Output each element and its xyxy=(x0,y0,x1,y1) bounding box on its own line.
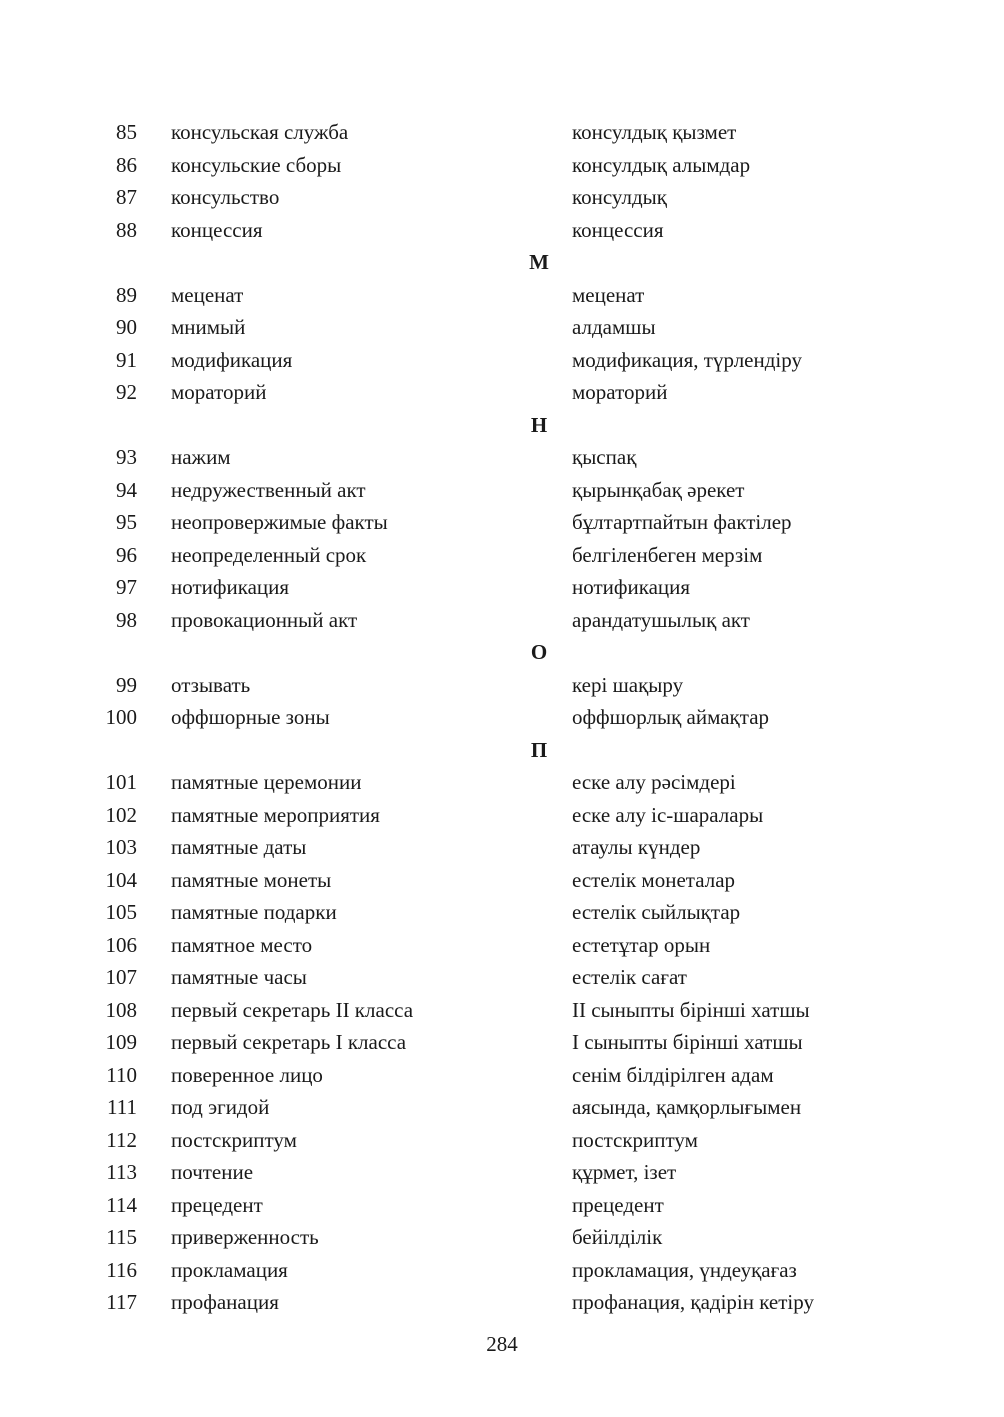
russian-term: первый секретарь II класса xyxy=(171,997,414,1022)
glossary-row xyxy=(0,116,1004,149)
glossary-row xyxy=(0,896,1004,929)
entry-number: 97 xyxy=(116,575,137,599)
glossary-row xyxy=(0,1156,1004,1189)
kazakh-term: естелік монеталар xyxy=(572,867,736,892)
section-letter: П xyxy=(530,737,548,762)
kazakh-term: II сыныпты бірінші хатшы xyxy=(572,997,810,1022)
entry-number: 98 xyxy=(116,607,137,632)
glossary-row xyxy=(0,214,1004,247)
kazakh-term: модификация, түрлендіру xyxy=(572,347,802,372)
kazakh-term: естелік сағат xyxy=(572,965,687,989)
russian-term: консульство xyxy=(171,185,280,209)
entry-number: 107 xyxy=(105,965,137,989)
kazakh-term: кері шақыру xyxy=(572,672,684,697)
glossary-row xyxy=(0,669,1004,702)
glossary-row xyxy=(0,441,1004,474)
page-number: 284 xyxy=(486,1332,518,1356)
russian-term: прокламация xyxy=(171,1257,288,1282)
glossary-row xyxy=(0,1286,1004,1319)
kazakh-term: оффшорлық аймақтар xyxy=(572,705,770,729)
glossary-row xyxy=(0,181,1004,214)
entry-number: 112 xyxy=(106,1127,137,1152)
russian-term: прецедент xyxy=(171,1192,263,1217)
glossary-row xyxy=(0,799,1004,832)
glossary-row xyxy=(0,571,1004,604)
kazakh-term: естетұтар орын xyxy=(572,932,711,957)
kazakh-term: постскриптум xyxy=(572,1127,698,1152)
russian-term: первый секретарь I класса xyxy=(171,1030,407,1054)
entry-number: 95 xyxy=(116,510,137,534)
kazakh-term: алдамшы xyxy=(572,315,656,339)
kazakh-term: сенім білдірілген адам xyxy=(572,1062,774,1087)
glossary-table xyxy=(0,116,1004,1319)
entry-number: 100 xyxy=(105,705,137,729)
glossary-row xyxy=(0,474,1004,507)
kazakh-term: қырынқабақ әрекет xyxy=(572,477,745,502)
russian-term: поверенное лицо xyxy=(171,1062,323,1087)
russian-term: памятные церемонии xyxy=(171,770,362,794)
glossary-row xyxy=(0,1221,1004,1254)
russian-term: памятное место xyxy=(171,932,313,957)
glossary-row xyxy=(0,1254,1004,1287)
russian-term: консульские сборы xyxy=(171,152,342,177)
russian-term: нотификация xyxy=(171,575,290,599)
glossary-row xyxy=(0,929,1004,962)
entry-number: 93 xyxy=(116,445,137,469)
russian-term: неопровержимые факты xyxy=(171,510,388,534)
kazakh-term: консулдық алымдар xyxy=(572,152,751,177)
russian-term: провокационный акт xyxy=(171,607,358,632)
kazakh-term: прецедент xyxy=(572,1192,664,1217)
russian-term: модификация xyxy=(171,347,293,372)
entry-number: 105 xyxy=(105,900,137,924)
kazakh-term: қыспақ xyxy=(572,445,637,469)
entry-number: 90 xyxy=(116,315,137,339)
entry-number: 87 xyxy=(116,185,137,209)
kazakh-term: консулдық xyxy=(572,185,667,209)
entry-number: 101 xyxy=(105,770,137,794)
russian-term: приверженность xyxy=(171,1225,319,1249)
russian-term: недружественный акт xyxy=(171,477,366,502)
glossary-row xyxy=(0,1124,1004,1157)
glossary-row xyxy=(0,506,1004,539)
entry-number: 92 xyxy=(116,380,137,404)
section-letter: Н xyxy=(530,412,548,437)
glossary-row xyxy=(0,766,1004,799)
entry-number: 85 xyxy=(116,120,137,144)
entry-number: 88 xyxy=(116,217,137,242)
russian-term: концессия xyxy=(171,217,263,242)
russian-term: постскриптум xyxy=(171,1127,297,1152)
entry-number: 111 xyxy=(107,1095,137,1119)
russian-term: памятные монеты xyxy=(171,867,332,892)
entry-number: 94 xyxy=(116,477,137,502)
entry-number: 117 xyxy=(106,1290,137,1314)
glossary-row xyxy=(0,279,1004,312)
entry-number: 99 xyxy=(116,672,137,697)
kazakh-term: консулдық қызмет xyxy=(572,120,737,144)
glossary-row xyxy=(0,701,1004,734)
glossary-row xyxy=(0,539,1004,572)
russian-term: памятные даты xyxy=(171,835,307,859)
kazakh-term: прокламация, үндеуқағаз xyxy=(572,1257,797,1282)
entry-number: 109 xyxy=(105,1030,137,1054)
russian-term: меценат xyxy=(171,282,244,307)
glossary-row xyxy=(0,831,1004,864)
kazakh-term: атаулы күндер xyxy=(572,835,701,859)
glossary-row xyxy=(0,994,1004,1027)
russian-term: профанация xyxy=(171,1290,279,1314)
kazakh-term: нотификация xyxy=(572,575,691,599)
russian-term: памятные мероприятия xyxy=(171,802,380,827)
kazakh-term: бұлтартпайтын фактілер xyxy=(572,510,792,534)
glossary-row xyxy=(0,149,1004,182)
entry-number: 86 xyxy=(116,152,137,177)
glossary-row xyxy=(0,311,1004,344)
section-letter: О xyxy=(530,640,548,664)
entry-number: 89 xyxy=(116,282,137,307)
kazakh-term: арандатушылық акт xyxy=(572,607,750,632)
kazakh-term: еске алу рәсімдері xyxy=(572,770,736,794)
entry-number: 103 xyxy=(105,835,137,859)
russian-term: неопределенный срок xyxy=(171,542,367,567)
russian-term: мнимый xyxy=(171,315,246,339)
russian-term: нажим xyxy=(171,445,231,469)
glossary-row xyxy=(0,1091,1004,1124)
glossary-row xyxy=(0,864,1004,897)
section-letter: М xyxy=(529,250,549,274)
glossary-row xyxy=(0,1189,1004,1222)
entry-number: 114 xyxy=(106,1192,137,1217)
glossary-row xyxy=(0,604,1004,637)
kazakh-term: I сыныпты бірінші хатшы xyxy=(572,1030,803,1054)
glossary-row xyxy=(0,1026,1004,1059)
kazakh-term: аясында, қамқорлығымен xyxy=(572,1095,802,1119)
russian-term: памятные подарки xyxy=(171,900,337,924)
russian-term: под эгидой xyxy=(171,1095,270,1119)
entry-number: 104 xyxy=(105,867,137,892)
entry-number: 96 xyxy=(116,542,137,567)
russian-term: почтение xyxy=(171,1160,254,1184)
entry-number: 115 xyxy=(106,1225,137,1249)
russian-term: консульская служба xyxy=(171,120,349,144)
glossary-row xyxy=(0,344,1004,377)
kazakh-term: құрмет, ізет xyxy=(572,1160,677,1184)
russian-term: отзывать xyxy=(171,672,251,697)
russian-term: оффшорные зоны xyxy=(171,705,330,729)
entry-number: 106 xyxy=(105,932,137,957)
entry-number: 91 xyxy=(116,347,137,372)
entry-number: 102 xyxy=(105,802,137,827)
kazakh-term: мораторий xyxy=(572,380,668,404)
kazakh-term: еске алу іс-шаралары xyxy=(572,802,764,827)
kazakh-term: концессия xyxy=(572,217,664,242)
kazakh-term: естелік сыйлықтар xyxy=(572,900,741,924)
entry-number: 110 xyxy=(106,1062,137,1087)
kazakh-term: профанация, қадірін кетіру xyxy=(572,1290,814,1314)
entry-number: 116 xyxy=(106,1257,137,1282)
kazakh-term: бейілділік xyxy=(572,1225,663,1249)
kazakh-term: меценат xyxy=(572,282,645,307)
glossary-row xyxy=(0,376,1004,409)
kazakh-term: белгіленбеген мерзім xyxy=(572,542,763,567)
glossary-row xyxy=(0,1059,1004,1092)
russian-term: мораторий xyxy=(171,380,267,404)
entry-number: 108 xyxy=(105,997,137,1022)
russian-term: памятные часы xyxy=(171,965,307,989)
entry-number: 113 xyxy=(106,1160,137,1184)
glossary-row xyxy=(0,961,1004,994)
